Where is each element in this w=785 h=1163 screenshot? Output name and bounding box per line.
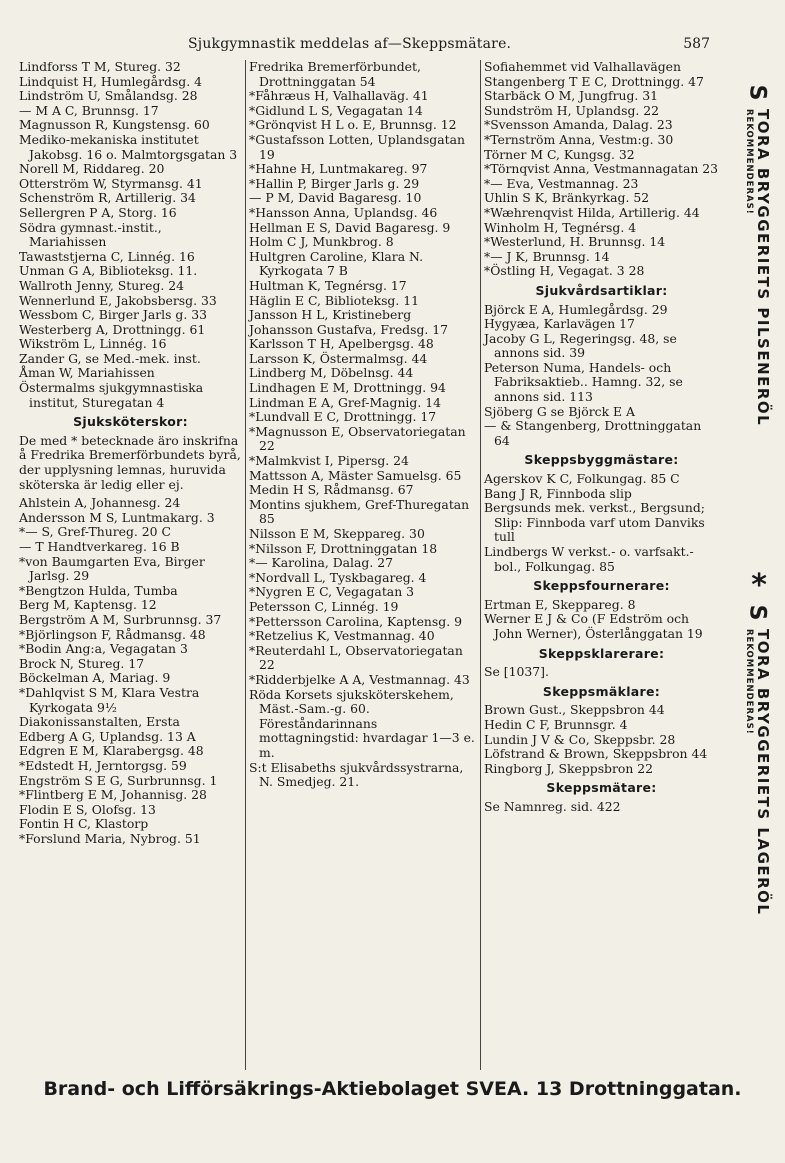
directory-entry: Holm C J, Munkbrog. 8 [249, 234, 394, 250]
side-ad-pilsnerol [733, 80, 781, 427]
directory-entry: Sundström H, Uplandsg. 22 [484, 102, 660, 118]
directory-entry: *Fåhræus H, Valhallaväg. 41 [249, 88, 429, 104]
directory-entry: Ahlstein A, Johannesg. 24 [19, 495, 181, 511]
directory-entry: Böckelman A, Mariag. 9 [19, 670, 171, 686]
directory-entry: Uhlin S K, Bränkyrkag. 52 [484, 190, 650, 206]
stora-logo-icon: S [744, 604, 770, 621]
section-note: De med * betecknade äro inskrifna å Fredrika Bremerförbundets byrå, der upplysning lemnas, huruvida sköterska är ledig eller ej. [19, 432, 241, 492]
directory-entry: *Gidlund L S, Vegagatan 14 [249, 102, 423, 118]
directory-entry: Brock N, Stureg. 17 [19, 655, 145, 671]
directory-entry: Ertman E, Skeppareg. 8 [484, 596, 636, 612]
directory-entry: *Ridderbjelke A A, Vestmannag. 43 [249, 671, 470, 687]
page-header [24, 36, 710, 56]
section-heading: Skeppsklarerare: [538, 645, 665, 661]
directory-entry: *Lundvall E C, Drottningg. 17 [249, 409, 437, 425]
directory-entry: *Grönqvist H L o. E, Brunnsg. 12 [249, 117, 457, 133]
directory-entry: Winholm H, Tegnérsg. 4 [484, 219, 637, 235]
directory-entry: Bang J R, Finnboda slip [484, 485, 632, 501]
column-2 [245, 60, 480, 1070]
directory-entry: Mattsson A, Mäster Samuelsg. 65 [249, 467, 462, 483]
directory-entry: Medin H S, Rådmansg. 67 [249, 482, 414, 498]
directory-entry: *— Eva, Vestmannag. 23 [484, 175, 639, 191]
directory-entry: *Hallin P, Birger Jarls g. 29 [249, 175, 420, 191]
directory-columns [16, 60, 722, 1070]
directory-entry: Lindström U, Smålandsg. 28 [19, 88, 198, 104]
directory-entry: Larsson K, Östermalmsg. 44 [249, 350, 428, 366]
directory-entry: Berg M, Kaptensg. 12 [19, 597, 157, 613]
directory-entry: Lindforss T M, Stureg. 32 [19, 60, 181, 74]
section-heading: Sjuksköterskor: [73, 414, 188, 430]
directory-entry: *Björlingson F, Rådmansg. 48 [19, 626, 206, 642]
directory-entry: Bergsunds mek. verkst., Bergsund; Slip: Finnboda varf utom Danviks tull [484, 500, 705, 545]
directory-entry: Lindberg M, Döbelnsg. 44 [249, 365, 414, 381]
directory-entry: *Reuterdahl L, Observatoriegatan 22 [249, 642, 463, 673]
directory-entry: Diakonissanstalten, Ersta [19, 714, 180, 730]
directory-entry: *Nilsson F, Drottninggatan 18 [249, 540, 438, 556]
directory-entry: Westerberg A, Drottningg. 61 [19, 321, 206, 337]
directory-entry: Lindhagen E M, Drottningg. 94 [249, 380, 446, 396]
directory-entry: Fontin H C, Klastorp [19, 816, 149, 832]
page-number: 587 [683, 36, 710, 52]
directory-entry: Ringborg J, Skeppsbron 22 [484, 760, 654, 776]
side-ad-main-text: TORA BRYGGERIETS LAGERÖL [754, 629, 772, 916]
directory-entry: Löfstrand & Brown, Skeppsbron 44 [484, 746, 708, 762]
directory-entry: *Wæhrenqvist Hilda, Artillerig. 44 [484, 204, 700, 220]
directory-entry: Wallroth Jenny, Stureg. 24 [19, 277, 185, 293]
directory-entry: S:t Elisabeths sjukvårdssystrarna, N. Smedjeg. 21. [249, 759, 464, 790]
directory-entry: Fredrika Bremerförbundet, Drottninggatan 54 [249, 60, 421, 89]
directory-entry: Schenström R, Artillerig. 34 [19, 190, 196, 206]
directory-entry: Edberg A G, Uplandsg. 13 A [19, 728, 196, 744]
directory-entry: Se [1037]. [484, 664, 549, 680]
directory-entry: Hultgren Caroline, Klara N. Kyrkogata 7 B [249, 248, 424, 279]
directory-entry: Wennerlund E, Jakobsbersg. 33 [19, 292, 217, 308]
directory-entry: Wessbom C, Birger Jarls g. 33 [19, 307, 208, 323]
directory-entry: *Forslund Maria, Nybrog. 51 [19, 830, 201, 846]
directory-entry: *Retzelius K, Vestmannag. 40 [249, 628, 435, 644]
directory-entry: Sellergren P A, Storg. 16 [19, 204, 177, 220]
directory-entry: — M A C, Brunnsg. 17 [19, 102, 159, 118]
directory-entry: *Ternström Anna, Vestm:g. 30 [484, 131, 674, 147]
directory-entry: Lindquist H, Humlegårdsg. 4 [19, 73, 202, 89]
directory-entry: Lindbergs W verkst.- o. varfsakt.-bol., Folkungag. 85 [484, 544, 694, 574]
directory-entry: Törner M C, Kungsg. 32 [484, 146, 635, 162]
directory-entry: *Bengtzon Hulda, Tumba [19, 582, 178, 598]
directory-entry: Björck E A, Humlegårdsg. 29 [484, 301, 668, 317]
directory-entry: Hellman E S, David Bagaresg. 9 [249, 219, 451, 235]
directory-entry: Starbäck O M, Jungfrug. 31 [484, 88, 659, 104]
directory-entry: *Magnusson E, Observatoriegatan 22 [249, 423, 466, 454]
directory-entry: Jansson H L, Kristineberg [249, 307, 412, 323]
directory-entry: Zander G, se Med.-mek. inst. [19, 350, 201, 366]
directory-entry: Tawaststjerna C, Linnég. 16 [19, 248, 195, 264]
directory-entry: Engström S E G, Surbrunnsg. 1 [19, 772, 218, 788]
directory-entry: *Pettersson Carolina, Kaptensg. 9 [249, 613, 462, 629]
directory-entry: *Hansson Anna, Uplandsg. 46 [249, 204, 438, 220]
directory-entry: *Malmkvist I, Pipersg. 24 [249, 453, 409, 469]
directory-entry: Norell M, Riddareg. 20 [19, 161, 165, 177]
directory-entry: *Bodin Ang:a, Vegagatan 3 [19, 641, 188, 657]
directory-entry: *Nygren E C, Vegagatan 3 [249, 584, 414, 600]
column-3 [480, 60, 722, 1070]
directory-entry: Sjöberg G se Björck E A [484, 403, 635, 419]
directory-entry: *— Karolina, Dalag. 27 [249, 555, 393, 571]
directory-entry: *von Baumgarten Eva, Birger Jarlsg. 29 [19, 553, 205, 584]
directory-entry: Otterström W, Styrmansg. 41 [19, 175, 203, 191]
running-title: Sjukgymnastik meddelas af—Skeppsmätare. [188, 36, 512, 52]
directory-entry: Lindman E A, Gref-Magnig. 14 [249, 394, 441, 410]
directory-entry: Lundin J V & Co, Skeppsbr. 28 [484, 731, 676, 747]
directory-entry: Bergström A M, Surbrunnsg. 37 [19, 611, 222, 627]
directory-entry: *— S, Gref-Thureg. 20 C [19, 524, 171, 540]
directory-entry: — P M, David Bagaresg. 10 [249, 190, 422, 206]
section-heading: Skeppsmäklare: [542, 683, 661, 699]
directory-entry: Petersson C, Linnég. 19 [249, 598, 399, 614]
directory-entry: Karlsson T H, Apelbergsg. 48 [249, 336, 434, 352]
directory-entry: Stangenberg T E C, Drottningg. 47 [484, 73, 704, 89]
directory-entry: Brown Gust., Skeppsbron 44 [484, 702, 665, 718]
directory-entry: Åman W, Mariahissen [19, 365, 155, 381]
directory-entry: *Westerlund, H. Brunnsg. 14 [484, 234, 666, 250]
directory-entry: *Östling H, Vegagat. 3 28 [484, 263, 645, 279]
asterisk-icon: * [751, 568, 767, 603]
directory-entry: Johansson Gustafva, Fredsg. 17 [249, 321, 449, 337]
directory-entry: *Svensson Amanda, Dalag. 23 [484, 117, 673, 133]
footer-advertisement: Brand- och Lifförsäkrings-Aktiebolaget SVEA. 13 Drottninggatan. [43, 1078, 742, 1100]
directory-entry: Peterson Numa, Handels- och Fabriksaktieb.. Hamng. 32, se annons sid. 113 [484, 359, 683, 405]
directory-entry: *Edstedt H, Jerntorgsg. 59 [19, 757, 187, 773]
directory-entry: Nilsson E M, Skeppareg. 30 [249, 526, 425, 541]
side-ad-lagerol [733, 600, 781, 916]
directory-entry: Magnusson R, Kungstensg. 60 [19, 117, 210, 133]
directory-entry: Jacoby G L, Regeringsg. 48, se annons sid. 39 [484, 330, 677, 361]
side-ad-sub-text: REKOMMENDERAS! [744, 629, 754, 735]
directory-entry: Unman G A, Biblioteksg. 11. [19, 263, 198, 279]
directory-entry: Agerskov K C, Folkungag. 85 C [484, 471, 680, 487]
column-1 [16, 60, 245, 1070]
directory-entry: Röda Korsets sjuksköterskehem, Mäst.-Sam.-g. 60. Föreståndarinnans mottagningstid: hvardagar 1—3 e. m. [249, 686, 475, 760]
directory-entry: Östermalms sjukgymnastiska institut, Sturegatan 4 [19, 380, 204, 410]
directory-entry: Sofiahemmet vid Valhallavägen [484, 60, 681, 74]
stora-logo-icon: S [744, 84, 770, 101]
directory-entry: Se Namnreg. sid. 422 [484, 798, 621, 814]
directory-entry: *Hahne H, Luntmakareg. 97 [249, 161, 428, 177]
directory-entry: Wikström L, Linnég. 16 [19, 336, 167, 352]
directory-entry: Södra gymnast.-instit., Mariahissen [19, 219, 162, 250]
directory-entry: Flodin E S, Olofsg. 13 [19, 801, 156, 817]
directory-entry: — & Stangenberg, Drottninggatan 64 [484, 418, 702, 448]
directory-entry: Hedin C F, Brunnsgr. 4 [484, 716, 628, 732]
directory-entry: Mediko-mekaniska institutet Jakobsg. 16 o. Malmtorgsgatan 3 [19, 131, 238, 162]
directory-entry: *— J K, Brunnsg. 14 [484, 248, 610, 264]
section-heading: Skeppsmätare: [546, 780, 657, 796]
directory-entry: Andersson M S, Luntmakarg. 3 [19, 509, 215, 525]
directory-entry: Montins sjukhem, Gref-Thuregatan 85 [249, 496, 470, 527]
side-ad-sub-text: REKOMMENDERAS! [744, 109, 754, 215]
directory-entry: Edgren E M, Klarabergsg. 48 [19, 743, 204, 759]
directory-entry: Hultman K, Tegnérsg. 17 [249, 277, 407, 293]
section-heading: Skeppsbyggmästare: [524, 452, 679, 468]
directory-entry: — T Handtverkareg. 16 B [19, 539, 180, 554]
directory-entry: Werner E J & Co (F Edström och John Werner), Österlånggatan 19 [484, 611, 703, 641]
directory-entry: *Törnqvist Anna, Vestmannagatan 23 [484, 161, 719, 177]
directory-entry: *Dahlqvist S M, Klara Vestra Kyrkogata 9½ [19, 684, 200, 715]
section-heading: Skeppsfournerare: [533, 578, 670, 594]
directory-entry: Häglin E C, Biblioteksg. 11 [249, 292, 420, 308]
side-ad-main-text: TORA BRYGGERIETS PILSENERÖL [754, 109, 772, 427]
section-heading: Sjukvårdsartiklar: [535, 282, 668, 298]
directory-entry: Hygyæa, Karlavägen 17 [484, 316, 635, 332]
directory-entry: *Nordvall L, Tyskbagareg. 4 [249, 569, 427, 585]
directory-entry: *Gustafsson Lotten, Uplandsgatan 19 [249, 131, 465, 162]
directory-entry: *Flintberg E M, Johannisg. 28 [19, 787, 207, 803]
